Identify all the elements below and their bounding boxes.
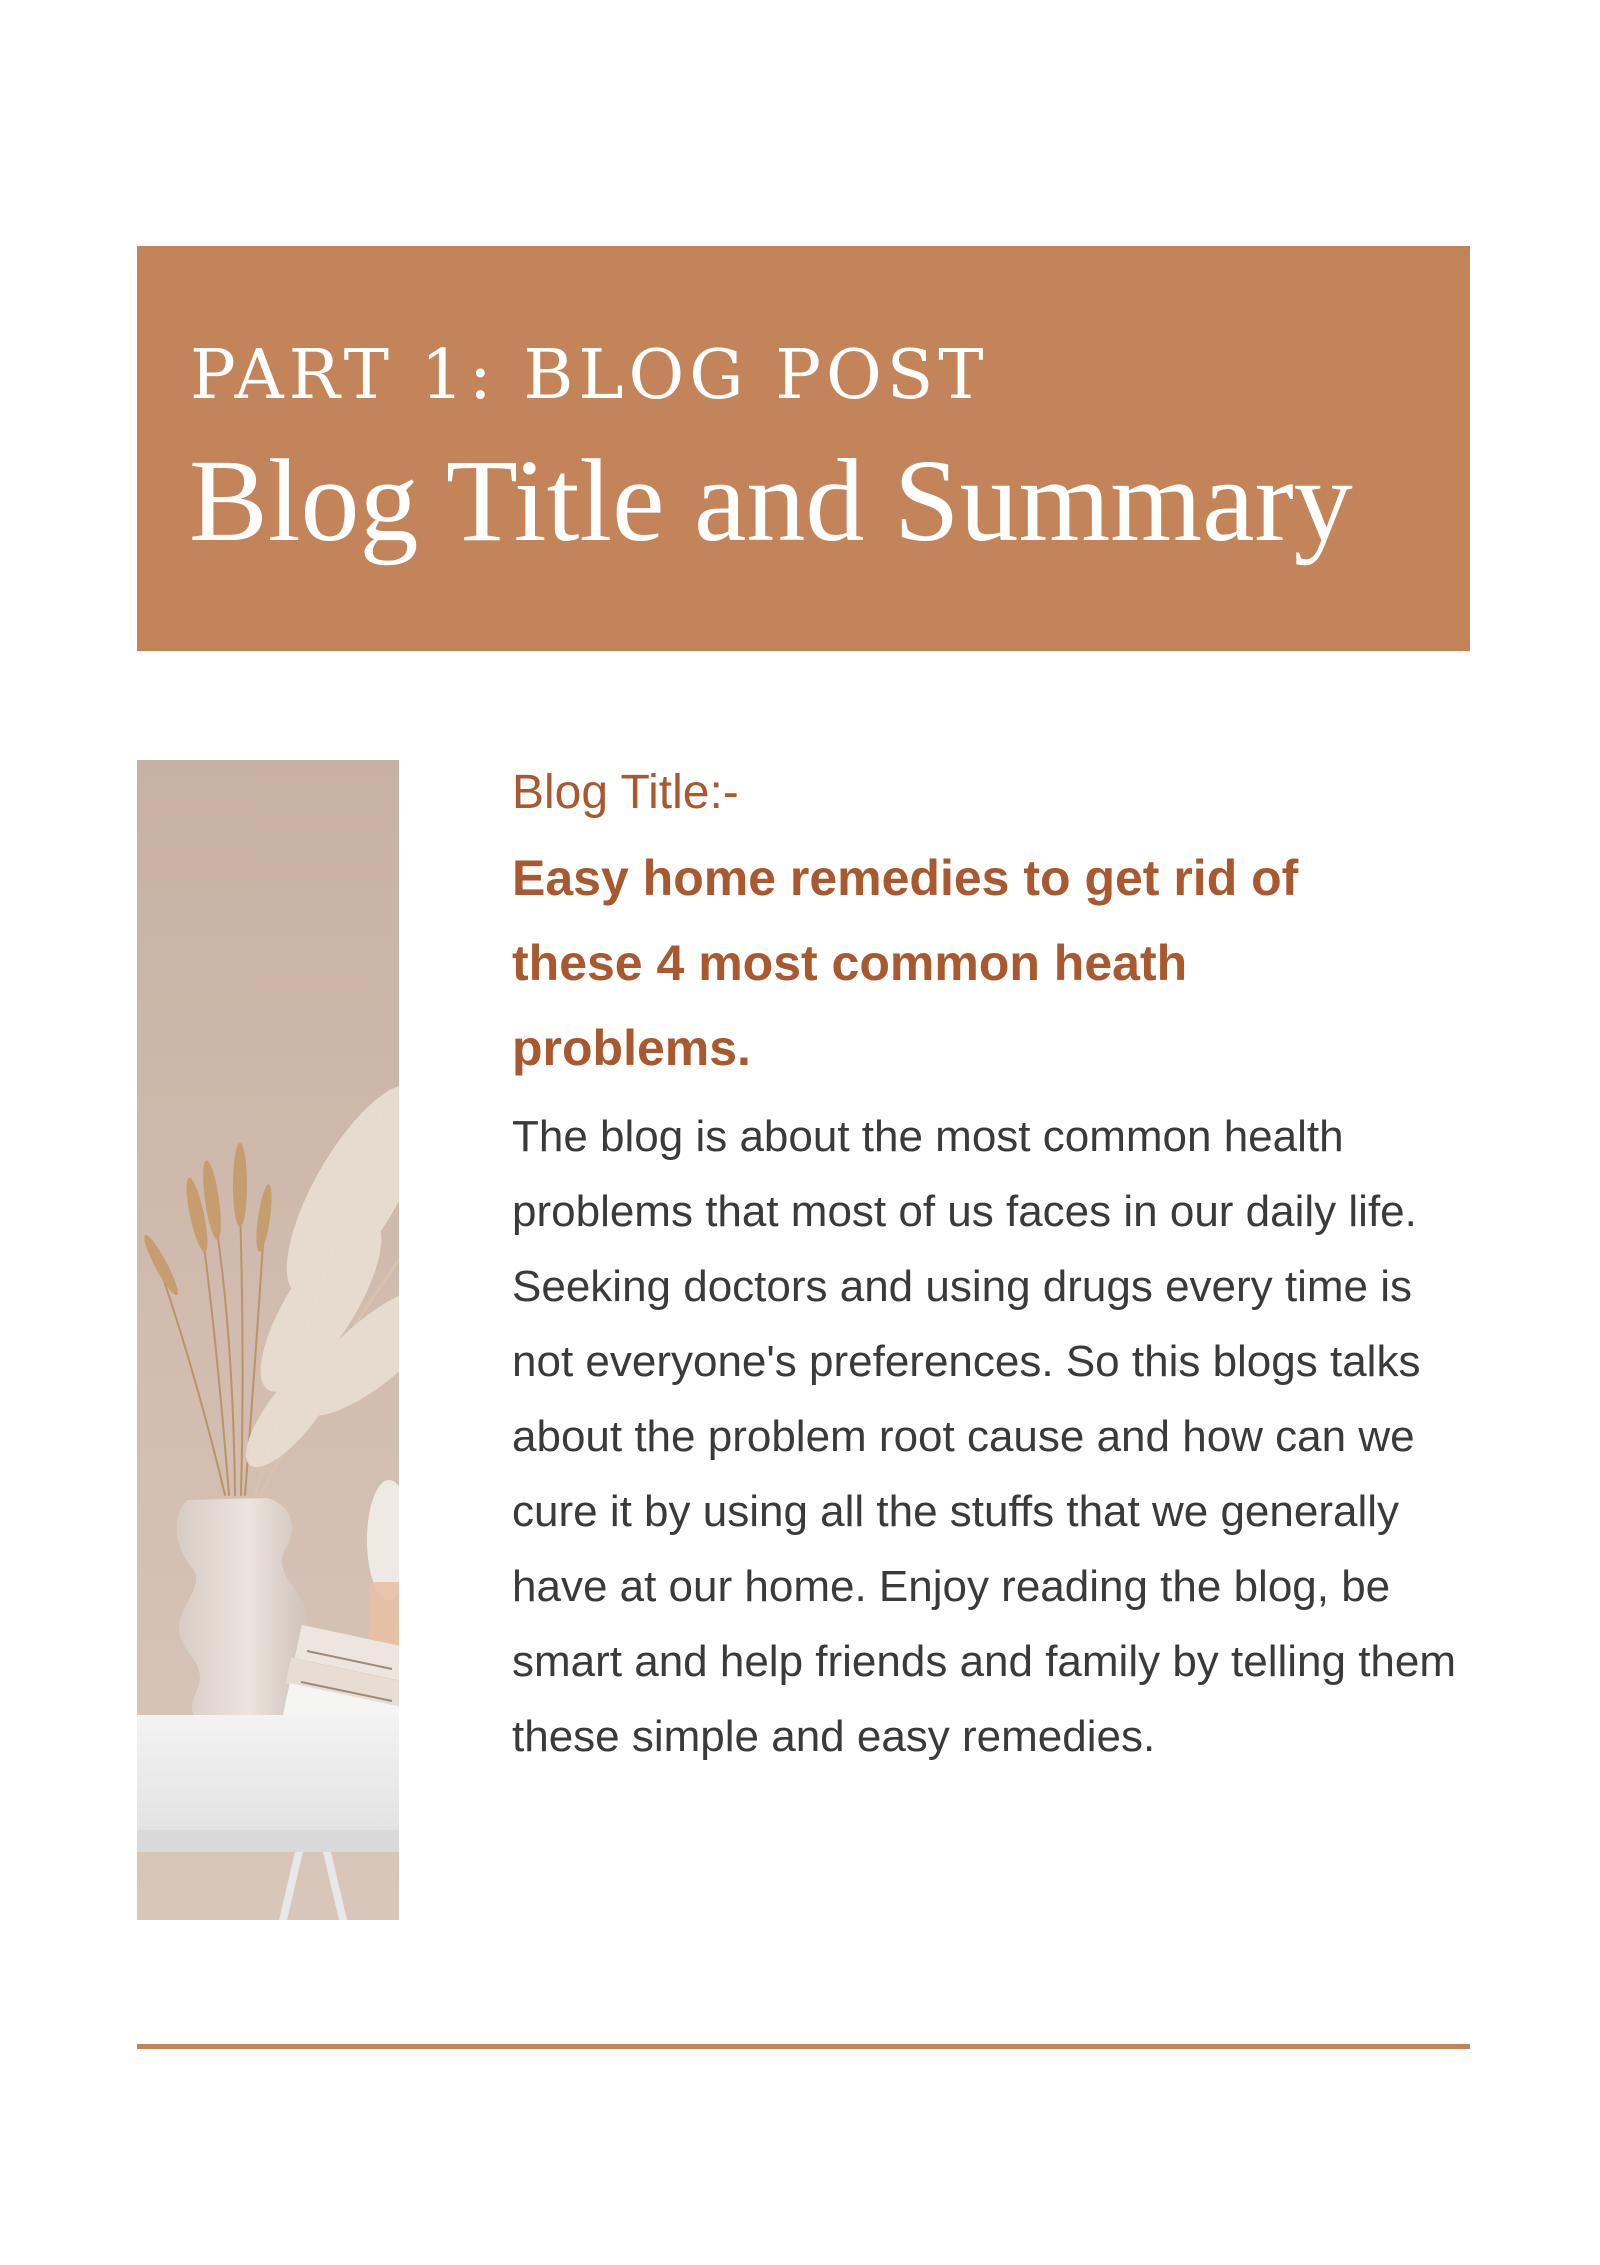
blog-content [512, 758, 1472, 1774]
decorative-photo [137, 760, 399, 1920]
section-kicker: PART 1: BLOG POST [190, 336, 989, 415]
blog-summary: The blog is about the most common health problems that most of us faces in our daily life. Seeking doctors and using drugs every time is not everyone's preferences. So this blogs talks about the problem root cause and how can we cure it by using all the stuffs that we generally have at our home. Enjoy reading the blog, be smart and help friends and family by telling them these simple and easy remedies. [512, 1112, 1457, 1761]
page-title: Blog Title and Summary [189, 435, 1353, 566]
bottom-divider [137, 2044, 1470, 2049]
blog-title-label: Blog Title:- [512, 766, 739, 819]
header-banner [137, 246, 1470, 651]
blog-title: Easy home remedies to get rid of these 4 most common heath problems. [512, 850, 1299, 1076]
vase-with-pampas-grass-icon [137, 760, 399, 1920]
